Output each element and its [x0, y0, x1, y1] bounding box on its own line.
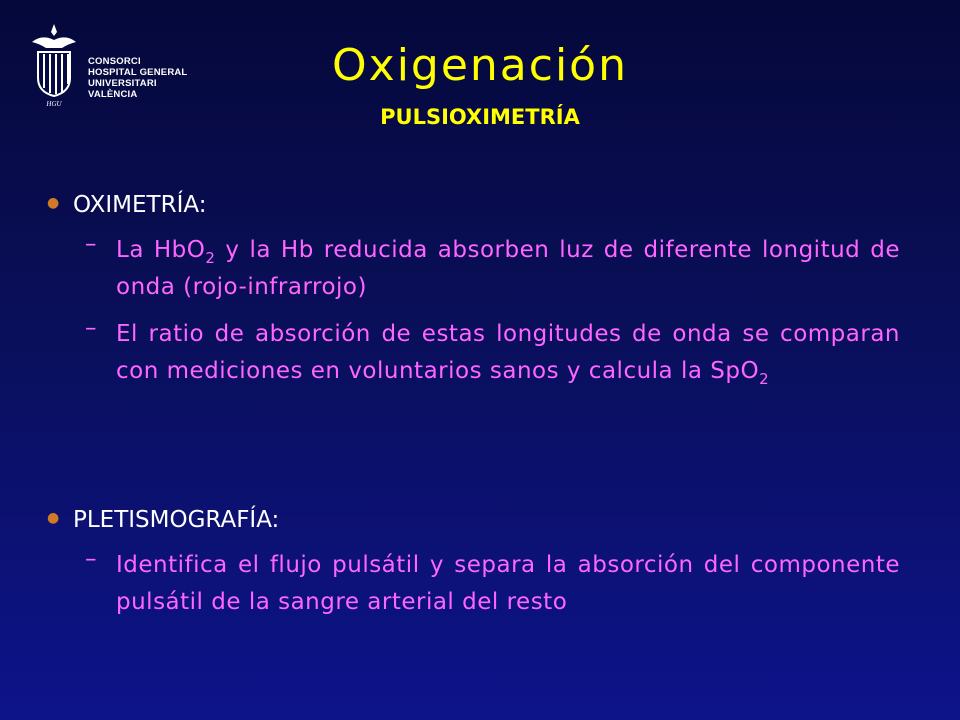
logo-line-1: CONSORCI	[88, 56, 141, 67]
sub-item-text: Identifica el flujo pulsátil y separa la absorción del componente pulsátil de la sangre arterial del resto	[116, 552, 900, 615]
logo-mark-letters: HGU	[46, 100, 62, 108]
slide-title: Oxigenación	[332, 40, 628, 91]
logo-line-4: VALÈNCIA	[88, 89, 138, 100]
dash-icon: –	[85, 315, 97, 341]
slide-subtitle: PULSIOXIMETRÍA	[380, 105, 580, 129]
logo-line-2: HOSPITAL GENERAL	[88, 67, 188, 78]
bullet-dot-icon: ●	[47, 510, 60, 526]
dash-icon: –	[85, 231, 97, 257]
bullet-dot-icon: ●	[47, 195, 60, 211]
sub-item-text: La HbO$_2$ y la Hb reducida absorben luz de diferente longitud de onda (rojo-infrarrojo)	[116, 237, 900, 300]
bullet-label: OXIMETRÍA:	[73, 192, 207, 218]
bullet-label: PLETISMOGRAFÍA:	[73, 507, 280, 533]
dash-icon: –	[85, 546, 97, 572]
sub-item-text: El ratio de absorción de estas longitudes de onda se comparan con mediciones en voluntarios sanos y calcula la SpO$_2$	[116, 321, 900, 388]
logo-line-3: UNIVERSITARI	[88, 78, 157, 89]
